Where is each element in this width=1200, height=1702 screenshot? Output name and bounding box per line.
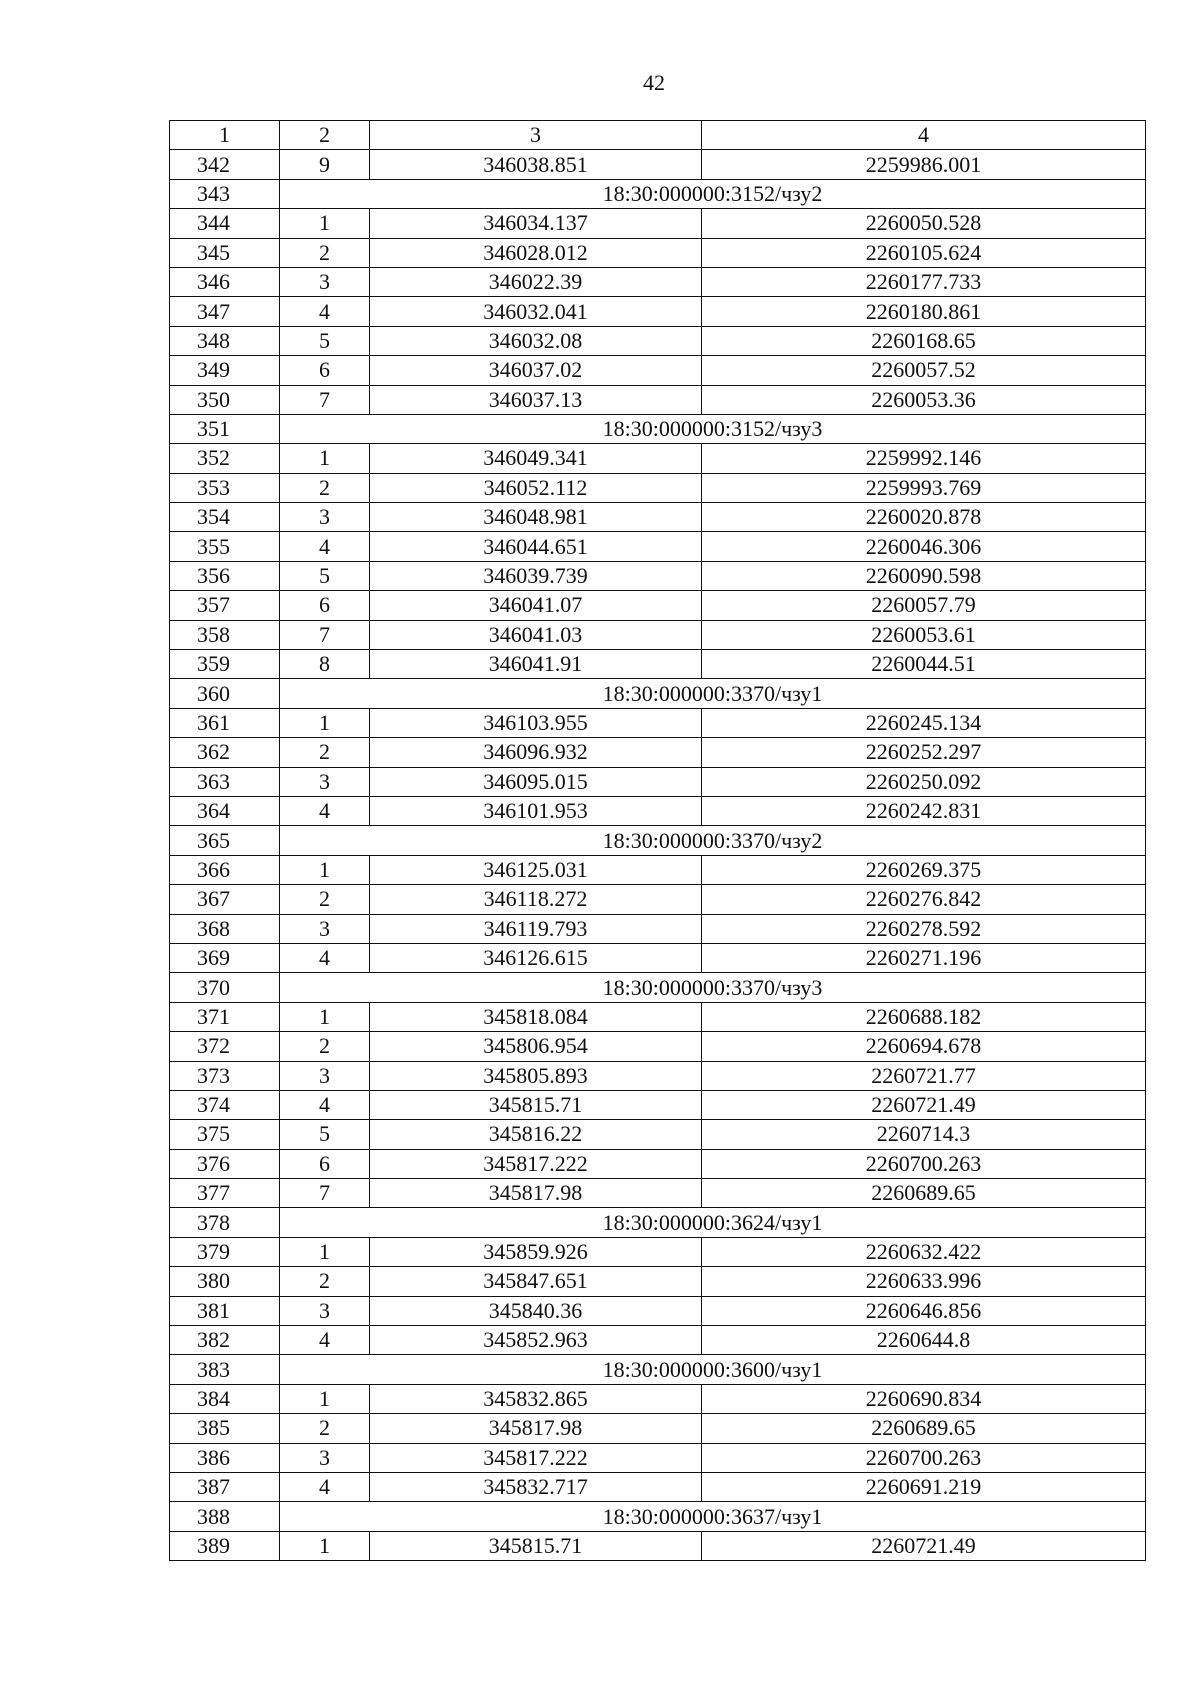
table-row bbox=[170, 385, 1146, 414]
point-number-cell: 9 bbox=[280, 150, 370, 179]
row-number-cell: 344 bbox=[170, 209, 280, 238]
y-coordinate-cell: 2260177.733 bbox=[702, 267, 1146, 296]
row-number-cell: 375 bbox=[170, 1120, 280, 1149]
x-coordinate-cell: 345815.71 bbox=[370, 1531, 702, 1560]
point-number-cell: 4 bbox=[280, 943, 370, 972]
x-coordinate-cell: 346034.137 bbox=[370, 209, 702, 238]
x-coordinate-cell: 346028.012 bbox=[370, 238, 702, 267]
x-coordinate-cell: 346039.739 bbox=[370, 561, 702, 590]
y-coordinate-cell: 2260046.306 bbox=[702, 532, 1146, 561]
point-number-cell: 1 bbox=[280, 209, 370, 238]
point-number-cell: 3 bbox=[280, 767, 370, 796]
point-number-cell: 3 bbox=[280, 1443, 370, 1472]
row-number-cell: 359 bbox=[170, 650, 280, 679]
row-number-cell: 345 bbox=[170, 238, 280, 267]
row-number-cell: 356 bbox=[170, 561, 280, 590]
page-number: 42 bbox=[643, 70, 665, 95]
point-number-cell: 4 bbox=[280, 1090, 370, 1119]
row-number-cell: 380 bbox=[170, 1267, 280, 1296]
point-number-cell: 3 bbox=[280, 914, 370, 943]
table-row bbox=[170, 326, 1146, 355]
table-row bbox=[170, 620, 1146, 649]
row-number-cell: 358 bbox=[170, 620, 280, 649]
row-number-cell: 362 bbox=[170, 738, 280, 767]
row-number-cell: 360 bbox=[170, 679, 280, 708]
point-number-cell: 1 bbox=[280, 1531, 370, 1560]
table-row bbox=[170, 738, 1146, 767]
y-coordinate-cell: 2260053.36 bbox=[702, 385, 1146, 414]
x-coordinate-cell: 346032.041 bbox=[370, 297, 702, 326]
table-row bbox=[170, 1032, 1146, 1061]
table-row bbox=[170, 267, 1146, 296]
row-number-cell: 371 bbox=[170, 1002, 280, 1031]
table-header-row bbox=[170, 121, 1146, 150]
point-number-cell: 2 bbox=[280, 885, 370, 914]
table-row bbox=[170, 1384, 1146, 1413]
y-coordinate-cell: 2260252.297 bbox=[702, 738, 1146, 767]
table-row bbox=[170, 1414, 1146, 1443]
row-number-cell: 343 bbox=[170, 179, 280, 208]
row-number-cell: 387 bbox=[170, 1472, 280, 1501]
y-coordinate-cell: 2260090.598 bbox=[702, 561, 1146, 590]
parcel-label-cell: 18:30:000000:3600/чзу1 bbox=[280, 1355, 1146, 1384]
row-number-cell: 366 bbox=[170, 855, 280, 884]
row-number-cell: 364 bbox=[170, 796, 280, 825]
table-row bbox=[170, 914, 1146, 943]
row-number-cell: 365 bbox=[170, 826, 280, 855]
row-number-cell: 367 bbox=[170, 885, 280, 914]
point-number-cell: 2 bbox=[280, 1414, 370, 1443]
y-coordinate-cell: 2260700.263 bbox=[702, 1149, 1146, 1178]
row-number-cell: 349 bbox=[170, 356, 280, 385]
point-number-cell: 5 bbox=[280, 326, 370, 355]
point-number-cell: 4 bbox=[280, 1326, 370, 1355]
point-number-cell: 6 bbox=[280, 591, 370, 620]
y-coordinate-cell: 2260721.49 bbox=[702, 1090, 1146, 1119]
point-number-cell: 5 bbox=[280, 561, 370, 590]
table-row bbox=[170, 943, 1146, 972]
x-coordinate-cell: 346041.91 bbox=[370, 650, 702, 679]
row-number-cell: 348 bbox=[170, 326, 280, 355]
point-number-cell: 7 bbox=[280, 620, 370, 649]
table-row bbox=[170, 1149, 1146, 1178]
parcel-group-row bbox=[170, 973, 1146, 1002]
point-number-cell: 2 bbox=[280, 473, 370, 502]
column-header-3: 3 bbox=[370, 121, 702, 150]
x-coordinate-cell: 345817.222 bbox=[370, 1149, 702, 1178]
x-coordinate-cell: 346103.955 bbox=[370, 708, 702, 737]
parcel-label-cell: 18:30:000000:3370/чзу1 bbox=[280, 679, 1146, 708]
x-coordinate-cell: 345852.963 bbox=[370, 1326, 702, 1355]
table-body bbox=[170, 150, 1146, 1561]
table-row bbox=[170, 503, 1146, 532]
x-coordinate-cell: 346041.03 bbox=[370, 620, 702, 649]
point-number-cell: 1 bbox=[280, 708, 370, 737]
y-coordinate-cell: 2260721.49 bbox=[702, 1531, 1146, 1560]
table-row bbox=[170, 444, 1146, 473]
y-coordinate-cell: 2260105.624 bbox=[702, 238, 1146, 267]
row-number-cell: 346 bbox=[170, 267, 280, 296]
x-coordinate-cell: 346125.031 bbox=[370, 855, 702, 884]
row-number-cell: 353 bbox=[170, 473, 280, 502]
x-coordinate-cell: 345816.22 bbox=[370, 1120, 702, 1149]
x-coordinate-cell: 346048.981 bbox=[370, 503, 702, 532]
table-row bbox=[170, 209, 1146, 238]
row-number-cell: 377 bbox=[170, 1179, 280, 1208]
point-number-cell: 6 bbox=[280, 1149, 370, 1178]
y-coordinate-cell: 2260646.856 bbox=[702, 1296, 1146, 1325]
point-number-cell: 1 bbox=[280, 1002, 370, 1031]
y-coordinate-cell: 2260632.422 bbox=[702, 1237, 1146, 1266]
y-coordinate-cell: 2260168.65 bbox=[702, 326, 1146, 355]
point-number-cell: 6 bbox=[280, 356, 370, 385]
table-row bbox=[170, 1237, 1146, 1266]
y-coordinate-cell: 2260242.831 bbox=[702, 796, 1146, 825]
table-row bbox=[170, 591, 1146, 620]
coordinates-table bbox=[169, 120, 1146, 1561]
column-header-2: 2 bbox=[280, 121, 370, 150]
parcel-group-row bbox=[170, 179, 1146, 208]
table-row bbox=[170, 1296, 1146, 1325]
table-row bbox=[170, 855, 1146, 884]
point-number-cell: 4 bbox=[280, 532, 370, 561]
row-number-cell: 351 bbox=[170, 414, 280, 443]
x-coordinate-cell: 346022.39 bbox=[370, 267, 702, 296]
y-coordinate-cell: 2260644.8 bbox=[702, 1326, 1146, 1355]
y-coordinate-cell: 2260271.196 bbox=[702, 943, 1146, 972]
table-row bbox=[170, 708, 1146, 737]
y-coordinate-cell: 2260269.375 bbox=[702, 855, 1146, 884]
x-coordinate-cell: 346118.272 bbox=[370, 885, 702, 914]
table-row bbox=[170, 1326, 1146, 1355]
x-coordinate-cell: 346044.651 bbox=[370, 532, 702, 561]
row-number-cell: 355 bbox=[170, 532, 280, 561]
table-row bbox=[170, 238, 1146, 267]
row-number-cell: 382 bbox=[170, 1326, 280, 1355]
point-number-cell: 1 bbox=[280, 1237, 370, 1266]
x-coordinate-cell: 346041.07 bbox=[370, 591, 702, 620]
x-coordinate-cell: 346038.851 bbox=[370, 150, 702, 179]
point-number-cell: 4 bbox=[280, 796, 370, 825]
x-coordinate-cell: 346126.615 bbox=[370, 943, 702, 972]
table-row bbox=[170, 1472, 1146, 1501]
table-row bbox=[170, 356, 1146, 385]
parcel-label-cell: 18:30:000000:3152/чзу2 bbox=[280, 179, 1146, 208]
point-number-cell: 4 bbox=[280, 297, 370, 326]
table-row bbox=[170, 473, 1146, 502]
table-row bbox=[170, 650, 1146, 679]
y-coordinate-cell: 2260057.52 bbox=[702, 356, 1146, 385]
y-coordinate-cell: 2260694.678 bbox=[702, 1032, 1146, 1061]
table-row bbox=[170, 1531, 1146, 1560]
x-coordinate-cell: 345806.954 bbox=[370, 1032, 702, 1061]
y-coordinate-cell: 2260700.263 bbox=[702, 1443, 1146, 1472]
point-number-cell: 3 bbox=[280, 1061, 370, 1090]
row-number-cell: 372 bbox=[170, 1032, 280, 1061]
y-coordinate-cell: 2260044.51 bbox=[702, 650, 1146, 679]
y-coordinate-cell: 2260250.092 bbox=[702, 767, 1146, 796]
row-number-cell: 357 bbox=[170, 591, 280, 620]
y-coordinate-cell: 2260691.219 bbox=[702, 1472, 1146, 1501]
y-coordinate-cell: 2259993.769 bbox=[702, 473, 1146, 502]
x-coordinate-cell: 345832.717 bbox=[370, 1472, 702, 1501]
point-number-cell: 2 bbox=[280, 1267, 370, 1296]
y-coordinate-cell: 2260721.77 bbox=[702, 1061, 1146, 1090]
table-row bbox=[170, 1267, 1146, 1296]
y-coordinate-cell: 2260053.61 bbox=[702, 620, 1146, 649]
point-number-cell: 3 bbox=[280, 267, 370, 296]
table-row bbox=[170, 767, 1146, 796]
point-number-cell: 2 bbox=[280, 738, 370, 767]
y-coordinate-cell: 2260276.842 bbox=[702, 885, 1146, 914]
table-row bbox=[170, 150, 1146, 179]
table-row bbox=[170, 561, 1146, 590]
point-number-cell: 1 bbox=[280, 855, 370, 884]
row-number-cell: 363 bbox=[170, 767, 280, 796]
row-number-cell: 369 bbox=[170, 943, 280, 972]
point-number-cell: 3 bbox=[280, 1296, 370, 1325]
column-header-4: 4 bbox=[702, 121, 1146, 150]
parcel-label-cell: 18:30:000000:3152/чзу3 bbox=[280, 414, 1146, 443]
table-row bbox=[170, 796, 1146, 825]
row-number-cell: 389 bbox=[170, 1531, 280, 1560]
x-coordinate-cell: 345815.71 bbox=[370, 1090, 702, 1119]
row-number-cell: 342 bbox=[170, 150, 280, 179]
parcel-group-row bbox=[170, 1502, 1146, 1531]
row-number-cell: 347 bbox=[170, 297, 280, 326]
x-coordinate-cell: 345817.98 bbox=[370, 1179, 702, 1208]
x-coordinate-cell: 346037.13 bbox=[370, 385, 702, 414]
parcel-label-cell: 18:30:000000:3624/чзу1 bbox=[280, 1208, 1146, 1237]
point-number-cell: 7 bbox=[280, 385, 370, 414]
x-coordinate-cell: 346119.793 bbox=[370, 914, 702, 943]
column-header-1: 1 bbox=[170, 121, 280, 150]
parcel-label-cell: 18:30:000000:3370/чзу2 bbox=[280, 826, 1146, 855]
row-number-cell: 376 bbox=[170, 1149, 280, 1178]
parcel-group-row bbox=[170, 414, 1146, 443]
x-coordinate-cell: 346037.02 bbox=[370, 356, 702, 385]
row-number-cell: 370 bbox=[170, 973, 280, 1002]
row-number-cell: 385 bbox=[170, 1414, 280, 1443]
point-number-cell: 2 bbox=[280, 238, 370, 267]
table-row bbox=[170, 1090, 1146, 1119]
point-number-cell: 8 bbox=[280, 650, 370, 679]
point-number-cell: 1 bbox=[280, 1384, 370, 1413]
x-coordinate-cell: 346049.341 bbox=[370, 444, 702, 473]
row-number-cell: 384 bbox=[170, 1384, 280, 1413]
point-number-cell: 3 bbox=[280, 503, 370, 532]
row-number-cell: 361 bbox=[170, 708, 280, 737]
x-coordinate-cell: 345840.36 bbox=[370, 1296, 702, 1325]
x-coordinate-cell: 346052.112 bbox=[370, 473, 702, 502]
table-row bbox=[170, 1120, 1146, 1149]
y-coordinate-cell: 2260690.834 bbox=[702, 1384, 1146, 1413]
y-coordinate-cell: 2260180.861 bbox=[702, 297, 1146, 326]
table-row bbox=[170, 1443, 1146, 1472]
y-coordinate-cell: 2260050.528 bbox=[702, 209, 1146, 238]
y-coordinate-cell: 2260633.996 bbox=[702, 1267, 1146, 1296]
x-coordinate-cell: 346101.953 bbox=[370, 796, 702, 825]
row-number-cell: 368 bbox=[170, 914, 280, 943]
y-coordinate-cell: 2260689.65 bbox=[702, 1179, 1146, 1208]
x-coordinate-cell: 345805.893 bbox=[370, 1061, 702, 1090]
y-coordinate-cell: 2260714.3 bbox=[702, 1120, 1146, 1149]
table-row bbox=[170, 297, 1146, 326]
row-number-cell: 386 bbox=[170, 1443, 280, 1472]
row-number-cell: 354 bbox=[170, 503, 280, 532]
y-coordinate-cell: 2260278.592 bbox=[702, 914, 1146, 943]
point-number-cell: 1 bbox=[280, 444, 370, 473]
point-number-cell: 5 bbox=[280, 1120, 370, 1149]
table-row bbox=[170, 532, 1146, 561]
row-number-cell: 373 bbox=[170, 1061, 280, 1090]
row-number-cell: 378 bbox=[170, 1208, 280, 1237]
x-coordinate-cell: 345818.084 bbox=[370, 1002, 702, 1031]
y-coordinate-cell: 2260020.878 bbox=[702, 503, 1146, 532]
y-coordinate-cell: 2260245.134 bbox=[702, 708, 1146, 737]
x-coordinate-cell: 345847.651 bbox=[370, 1267, 702, 1296]
point-number-cell: 4 bbox=[280, 1472, 370, 1501]
table-row bbox=[170, 885, 1146, 914]
point-number-cell: 7 bbox=[280, 1179, 370, 1208]
parcel-label-cell: 18:30:000000:3370/чзу3 bbox=[280, 973, 1146, 1002]
point-number-cell: 2 bbox=[280, 1032, 370, 1061]
table-row bbox=[170, 1002, 1146, 1031]
x-coordinate-cell: 346095.015 bbox=[370, 767, 702, 796]
parcel-label-cell: 18:30:000000:3637/чзу1 bbox=[280, 1502, 1146, 1531]
parcel-group-row bbox=[170, 679, 1146, 708]
x-coordinate-cell: 346096.932 bbox=[370, 738, 702, 767]
parcel-group-row bbox=[170, 826, 1146, 855]
y-coordinate-cell: 2260688.182 bbox=[702, 1002, 1146, 1031]
parcel-group-row bbox=[170, 1208, 1146, 1237]
x-coordinate-cell: 346032.08 bbox=[370, 326, 702, 355]
x-coordinate-cell: 345859.926 bbox=[370, 1237, 702, 1266]
table-row bbox=[170, 1179, 1146, 1208]
row-number-cell: 383 bbox=[170, 1355, 280, 1384]
x-coordinate-cell: 345817.222 bbox=[370, 1443, 702, 1472]
row-number-cell: 352 bbox=[170, 444, 280, 473]
table-row bbox=[170, 1061, 1146, 1090]
parcel-group-row bbox=[170, 1355, 1146, 1384]
x-coordinate-cell: 345832.865 bbox=[370, 1384, 702, 1413]
row-number-cell: 350 bbox=[170, 385, 280, 414]
row-number-cell: 379 bbox=[170, 1237, 280, 1266]
row-number-cell: 388 bbox=[170, 1502, 280, 1531]
y-coordinate-cell: 2260057.79 bbox=[702, 591, 1146, 620]
row-number-cell: 381 bbox=[170, 1296, 280, 1325]
row-number-cell: 374 bbox=[170, 1090, 280, 1119]
y-coordinate-cell: 2259986.001 bbox=[702, 150, 1146, 179]
y-coordinate-cell: 2260689.65 bbox=[702, 1414, 1146, 1443]
y-coordinate-cell: 2259992.146 bbox=[702, 444, 1146, 473]
x-coordinate-cell: 345817.98 bbox=[370, 1414, 702, 1443]
